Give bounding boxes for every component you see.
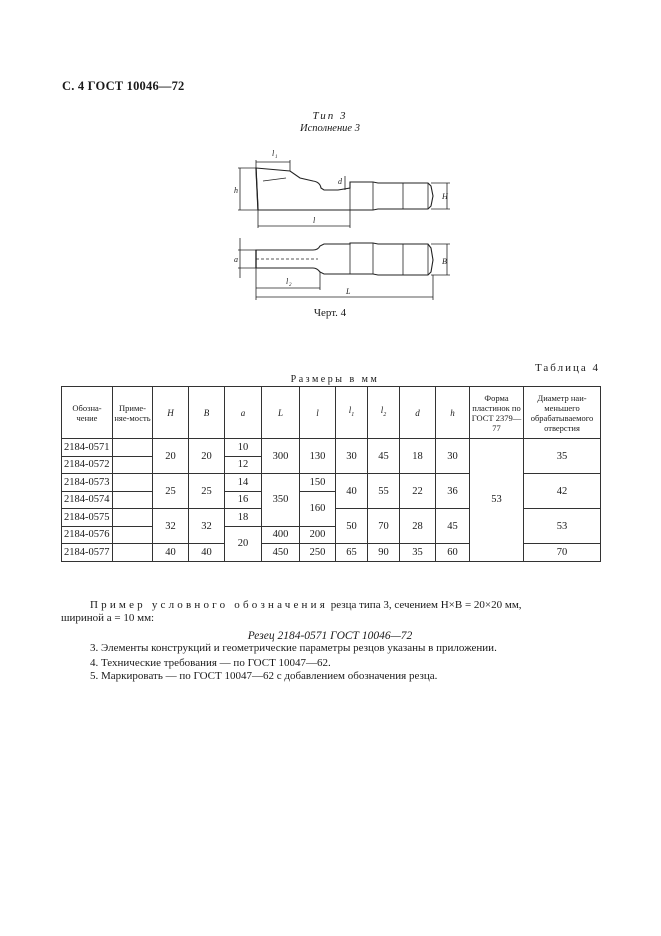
example-paragraph [90,598,600,612]
table-row: 2184-0575 32 32 18 50 70 28 45 53 [62,509,601,527]
col-a: a [225,387,262,439]
cutter-drawing [218,138,450,308]
col-l: l [300,387,336,439]
page-header: С. 4 ГОСТ 10046—72 [62,79,185,93]
svg-text:1: 1 [275,155,278,160]
label-l: l [313,216,316,225]
example-line-2: шириной a = 10 мм: [61,612,155,624]
note-5: 5. Маркировать — по ГОСТ 10047—62 с добавлением обозначения резца. [90,670,438,682]
col-B: B [189,387,225,439]
dimensions-table [61,386,601,562]
col-applicability: Приме-няе-мость [113,387,153,439]
label-H: H [442,192,448,201]
col-plate-form: Форма пластинок по ГОСТ 2379—77 [470,387,524,439]
label-L: L [346,287,351,296]
label-B: B [442,257,447,266]
table-row: 2184-0571 20 20 10 300 130 30 45 18 30 53 35 [62,439,601,457]
label-h: h [234,186,238,195]
table-row: 2184-0574 16 160 [62,491,601,509]
label-l2: l [286,277,289,286]
note-4: 4. Технические требования — по ГОСТ 10047—62. [90,657,331,669]
col-min-diameter: Диаметр наи-меньшего обрабатываемого отверстия [524,387,601,439]
label-d: d [338,177,342,186]
col-h: h [436,387,470,439]
side-view [234,238,450,300]
col-L: L [262,387,300,439]
drawing-type-title: Тип 3 [312,110,348,122]
col-d: d [400,387,436,439]
label-l1: l [272,149,275,158]
col-l2: $l_2$ [368,387,400,439]
note-3: 3. Элементы конструкций и геометрические параметры резцов указаны в приложении. [90,642,497,654]
table-row: 2184-0573 25 25 14 350 150 40 55 22 36 42 [62,474,601,492]
dimensions-label: Размеры в мм [290,374,380,385]
example-text: резца типа 3, сечением H×B = 20×20 мм, [327,599,522,611]
col-H: H [153,387,189,439]
example-heading: Пример условного обозначения [90,599,328,611]
drawing-variant: Исполнение 3 [300,123,360,134]
table-row: 2184-0576 20 400 200 [62,526,601,544]
table-label: Таблица 4 [534,362,600,374]
top-view [234,149,450,228]
table-header-row [62,387,601,439]
svg-text:2: 2 [289,283,292,288]
col-l1: $l_1$ [336,387,368,439]
drawing-caption: Черт. 4 [313,307,347,319]
label-a: a [234,255,238,264]
col-designation: Обозна-чение [62,387,113,439]
table-row: 2184-0577 40 40 450 250 65 90 35 60 70 [62,544,601,562]
designation-example: Резец 2184-0571 ГОСТ 10046—72 [247,630,413,642]
table-row: 2184-0572 12 [62,456,601,474]
